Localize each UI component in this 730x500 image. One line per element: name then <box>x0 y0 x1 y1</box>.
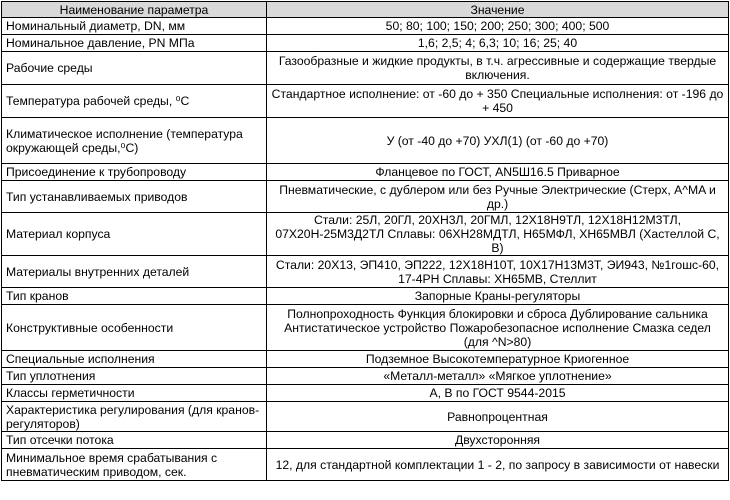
param-value: Стали: 20Х13, ЭП410, ЭП222, 12Х18Н10Т, 10Х17Н13М3Т, ЭИ943, №1гошс-60, 17-4РН Сплавы: ХН65МВ, Стеллит <box>267 256 729 288</box>
table-row <box>2 181 729 213</box>
table-row <box>2 164 729 181</box>
header-row <box>2 2 729 18</box>
param-value: Газообразные и жидкие продукты, в т.ч. агрессивные и содержащие твердые включения. <box>267 52 729 85</box>
param-name: Номинальное давление, PN МПа <box>2 35 267 52</box>
param-value: Подземное Высокотемпературное Криогенное <box>267 351 729 368</box>
param-name: Климатическое исполнение (температура окружающей среды,⁰С) <box>2 118 267 164</box>
param-name: Тип уплотнения <box>2 368 267 385</box>
table-row <box>2 18 729 35</box>
table-row <box>2 305 729 351</box>
param-value: А, В по ГОСТ 9544-2015 <box>267 385 729 402</box>
param-name: Тип кранов <box>2 288 267 305</box>
table-row <box>2 85 729 118</box>
param-name: Материалы внутренних деталей <box>2 256 267 288</box>
param-value: У (от -40 до +70) УХЛ(1) (от -60 до +70) <box>267 118 729 164</box>
param-value: Запорные Краны-регуляторы <box>267 288 729 305</box>
table-row <box>2 449 729 481</box>
parameters-table <box>1 1 729 481</box>
param-name: Классы герметичности <box>2 385 267 402</box>
table-row <box>2 385 729 402</box>
param-value: 1,6; 2,5; 4; 6,3; 10; 16; 25; 40 <box>267 35 729 52</box>
param-value: 12, для стандартной комплектации 1 - 2, по запросу в зависимости от навески <box>267 449 729 481</box>
param-value: Пневматические, с дублером или без Ручные Электрические (Стерх, A^MA и др.) <box>267 181 729 213</box>
param-name: Минимальное время срабатывания с пневматическим приводом, сек. <box>2 449 267 481</box>
table-row <box>2 256 729 288</box>
table-row <box>2 213 729 256</box>
table-row <box>2 52 729 85</box>
table-row <box>2 368 729 385</box>
table-row <box>2 402 729 432</box>
param-name: Характеристика регулирования (для кранов-регуляторов) <box>2 402 267 432</box>
table-row <box>2 35 729 52</box>
param-name: Температура рабочей среды, ⁰С <box>2 85 267 118</box>
param-name: Присоединение к трубопроводу <box>2 164 267 181</box>
table-row <box>2 288 729 305</box>
table-row <box>2 351 729 368</box>
param-value: «Металл-металл» «Мягкое уплотнение» <box>267 368 729 385</box>
param-name: Конструктивные особенности <box>2 305 267 351</box>
param-value: Полнопроходность Функция блокировки и сброса Дублирование сальника Антистатическое устройство Пожаробезопасное исполнение Смазка седел (для ^N>80) <box>267 305 729 351</box>
param-value: Стали: 25Л, 20ГЛ, 20ХН3Л, 20ГМЛ, 12Х18Н9ТЛ, 12Х18Н12М3ТЛ, 07Х20Н-25М3Д2ТЛ Сплавы: 06ХН28МДТЛ, Н65МФЛ, ХН65МВЛ (Хастеллой С, В) <box>267 213 729 256</box>
param-value: Фланцевое по ГОСТ, AN5Ш16.5 Приварное <box>267 164 729 181</box>
header-value-cell: Значение <box>267 2 729 18</box>
param-name: Тип устанавливаемых приводов <box>2 181 267 213</box>
param-name: Специальные исполнения <box>2 351 267 368</box>
table-row <box>2 432 729 449</box>
param-name: Тип отсечки потока <box>2 432 267 449</box>
param-value: Равнопроцентная <box>267 402 729 432</box>
param-name: Материал корпуса <box>2 213 267 256</box>
param-name: Номинальный диаметр, DN, мм <box>2 18 267 35</box>
table-row <box>2 118 729 164</box>
header-name-cell: Наименование параметра <box>2 2 267 18</box>
param-name: Рабочие среды <box>2 52 267 85</box>
param-value: Двухсторонняя <box>267 432 729 449</box>
param-value: 50; 80; 100; 150; 200; 250; 300; 400; 500 <box>267 18 729 35</box>
param-value: Стандартное исполнение: от -60 до + 350 Специальные исполнения: от -196 до + 450 <box>267 85 729 118</box>
